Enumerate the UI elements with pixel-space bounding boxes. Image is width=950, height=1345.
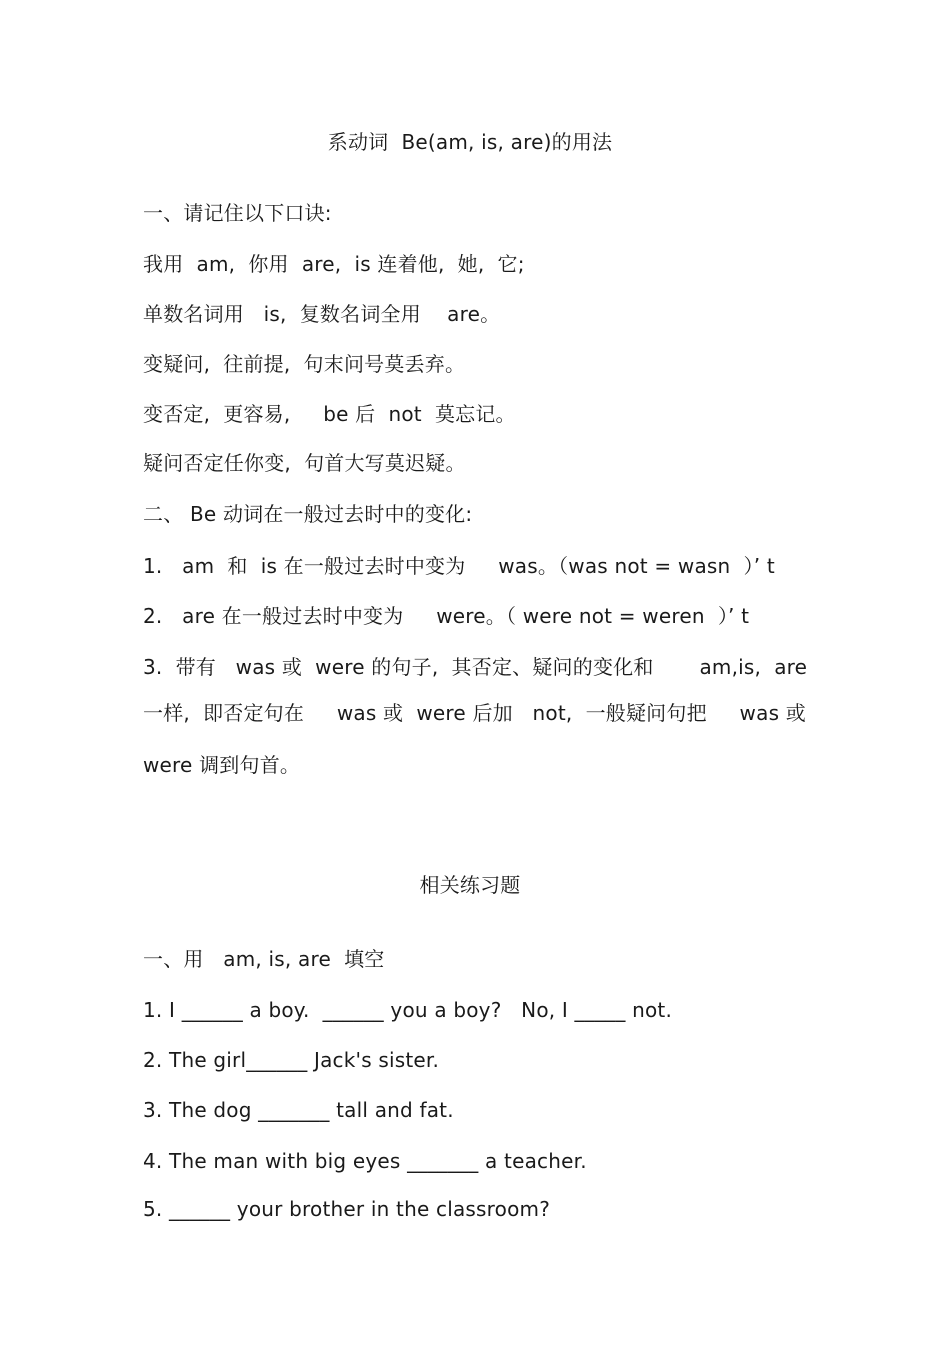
- exercise-title: 相关练习题: [419, 873, 521, 897]
- rule-item: 1. am 和 is 在一般过去时中变为 was。（was not = wasn ）’ t: [143, 554, 775, 578]
- rhyme-line: 我用 am, 你用 are, is 连着他, 她, 它;: [143, 252, 525, 276]
- section2-heading: 二、 Be 动词在一般过去时中的变化:: [143, 502, 473, 526]
- exercise-item: 5. ______ your brother in the classroom?: [143, 1197, 551, 1221]
- exercise-item: 3. The dog _______ tall and fat.: [143, 1098, 454, 1122]
- rule-item: 一样, 即否定句在 was 或 were 后加 not, 一般疑问句把 was 或: [143, 701, 806, 725]
- rhyme-line: 单数名词用 is, 复数名词全用 are。: [143, 302, 501, 326]
- section1-heading: 一、请记住以下口诀:: [143, 201, 332, 225]
- rhyme-line: 疑问否定任你变, 句首大写莫迟疑。: [143, 451, 466, 475]
- rule-item: were 调到句首。: [143, 753, 301, 777]
- rule-item: 2. are 在一般过去时中变为 were。（ were not = weren ）’ t: [143, 604, 750, 628]
- exercise-heading: 一、用 am, is, are 填空: [143, 947, 385, 971]
- exercise-item: 4. The man with big eyes _______ a teacher.: [143, 1149, 587, 1173]
- rule-item: 3. 带有 was 或 were 的句子, 其否定、疑问的变化和 am,is, are: [143, 655, 808, 679]
- page-title: 系动词 Be(am, is, are)的用法: [327, 130, 613, 154]
- rhyme-line: 变疑问, 往前提, 句末问号莫丢弃。: [143, 352, 466, 376]
- exercise-item: 2. The girl______ Jack's sister.: [143, 1048, 440, 1072]
- exercise-item: 1. I ______ a boy. ______ you a boy? No, I _____ not.: [143, 998, 673, 1022]
- rhyme-line: 变否定, 更容易, be 后 not 莫忘记。: [143, 402, 516, 426]
